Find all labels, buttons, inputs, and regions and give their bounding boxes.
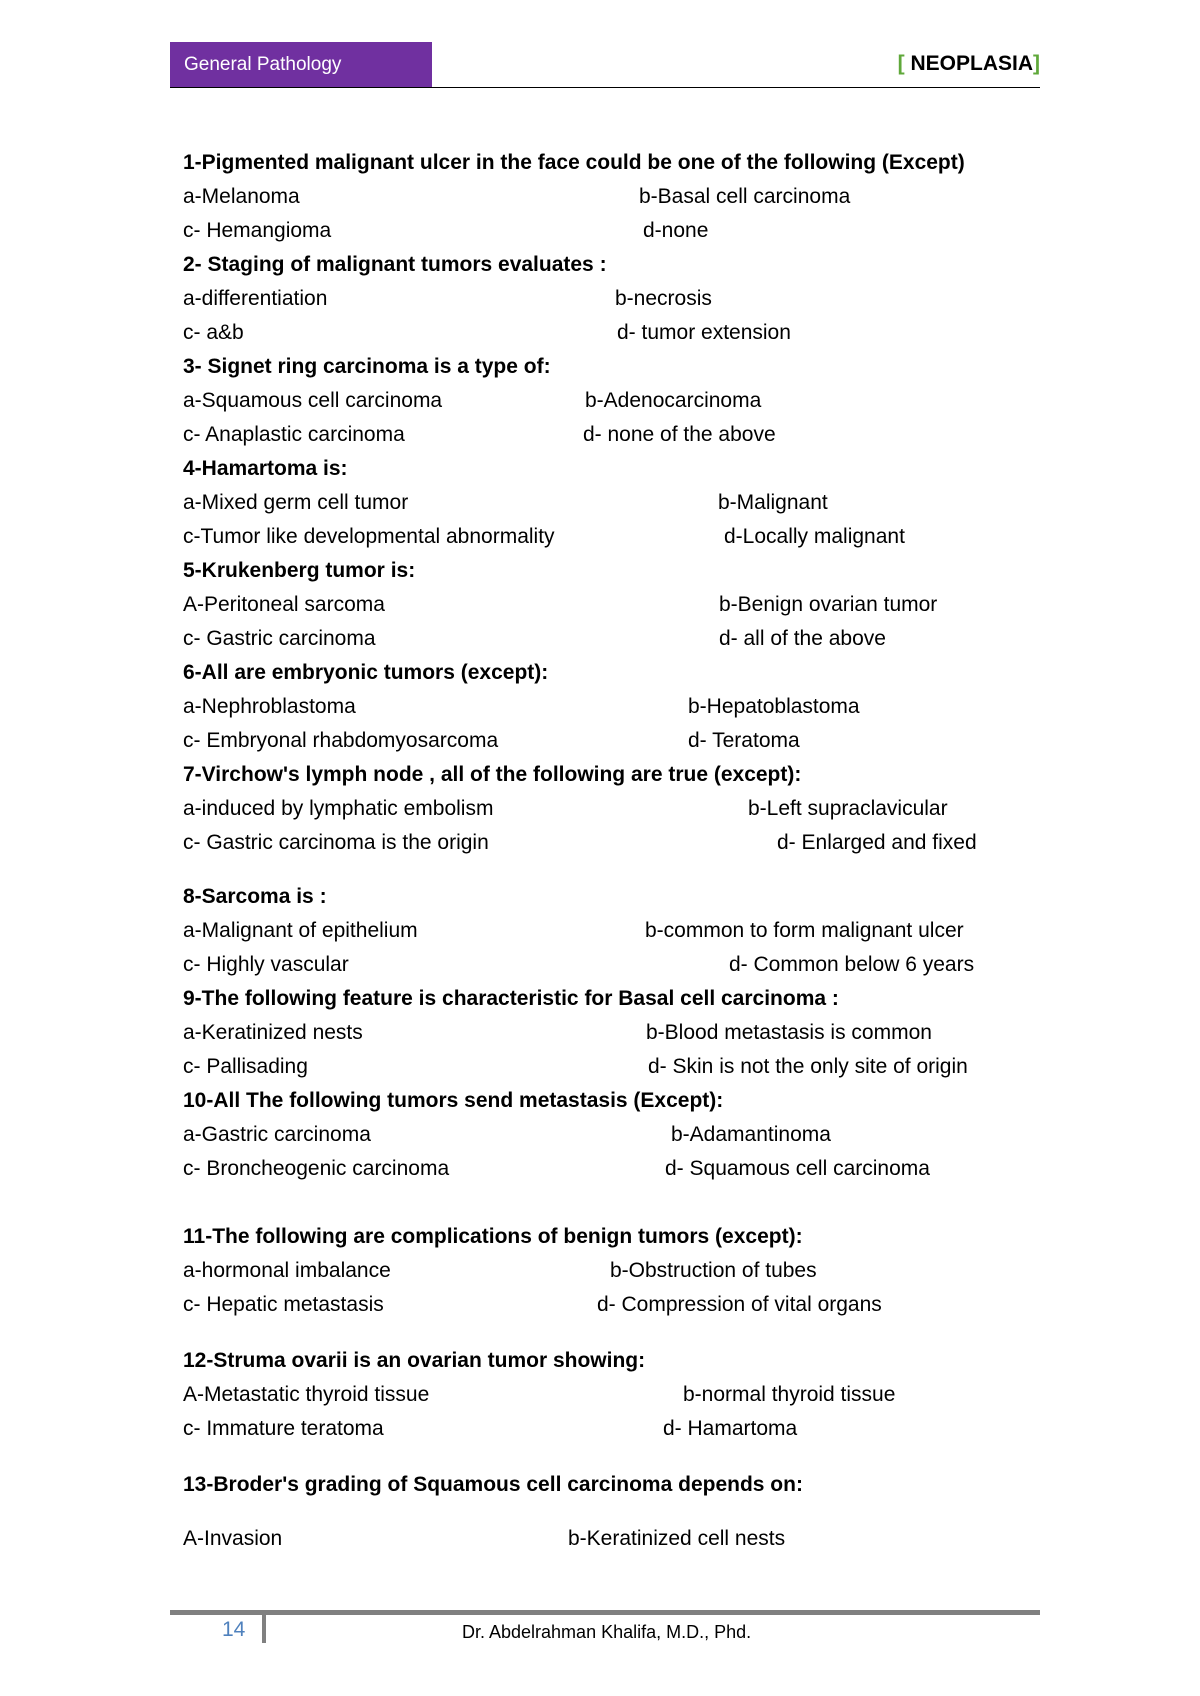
header-divider [170,87,1040,88]
option-c: c- Pallisading [183,1055,308,1078]
option-d: d- tumor extension [617,321,791,344]
options-row [183,1118,1023,1152]
options-row [183,948,1023,982]
option-d: d-none [643,219,709,242]
question-list [183,146,1023,1556]
question-3: 3- Signet ring carcinoma is a type of: [183,355,551,378]
option-a: a-Nephroblastoma [183,695,356,718]
option-d: d- none of the above [583,423,776,446]
options-row [183,1412,1023,1446]
option-b: b-Adamantinoma [671,1123,831,1146]
option-a: a-differentiation [183,287,328,310]
footer-author: Dr. Abdelrahman Khalifa, M.D., Phd. [462,1622,752,1642]
options-row [183,1152,1023,1186]
option-c: c- a&b [183,321,244,344]
question-8: 8-Sarcoma is : [183,885,327,908]
option-c: c- Gastric carcinoma [183,627,376,650]
option-c: c- Hepatic metastasis [183,1293,384,1316]
option-b: b-Basal cell carcinoma [639,185,851,208]
options-row [183,1288,1023,1322]
options-row [183,792,1023,826]
options-row [183,282,1023,316]
question-7: 7-Virchow's lymph node , all of the following are true (except): [183,763,802,786]
question-4: 4-Hamartoma is: [183,457,348,480]
option-b: b-normal thyroid tissue [683,1383,896,1406]
options-row [183,1050,1023,1084]
page-number: 14 [222,1618,246,1641]
option-a: A-Invasion [183,1527,283,1550]
options-row [183,588,1023,622]
option-a: a-Malignant of epithelium [183,919,418,942]
options-row [183,316,1023,350]
spacer [183,1446,1023,1468]
question-5: 5-Krukenberg tumor is: [183,559,416,582]
question-2: 2- Staging of malignant tumors evaluates : [183,253,607,276]
option-a: a-induced by lymphatic embolism [183,797,494,820]
options-row [183,622,1023,656]
options-row [183,1522,1023,1556]
option-b: b-Left supraclavicular [748,797,948,820]
question-1: 1-Pigmented malignant ulcer in the face could be one of the following (Except) [183,151,965,174]
options-row [183,724,1023,758]
option-d: d- Hamartoma [663,1417,798,1440]
option-c: c- Gastric carcinoma is the origin [183,831,489,854]
option-a: A-Metastatic thyroid tissue [183,1383,430,1406]
options-row [183,418,1023,452]
spacer [183,1502,1023,1522]
option-a: a-Mixed germ cell tumor [183,491,409,514]
options-row [183,690,1023,724]
option-b: b-Benign ovarian tumor [719,593,938,616]
options-row [183,486,1023,520]
question-13: 13-Broder's grading of Squamous cell carcinoma depends on: [183,1473,803,1496]
options-row [183,214,1023,248]
option-d: d- Skin is not the only site of origin [648,1055,968,1078]
footer-divider [170,1610,1040,1615]
option-d: d-Locally malignant [724,525,905,548]
question-9: 9-The following feature is characteristic for Basal cell carcinoma : [183,987,839,1010]
option-d: d- Teratoma [688,729,800,752]
question-6: 6-All are embryonic tumors (except): [183,661,549,684]
question-12: 12-Struma ovarii is an ovarian tumor showing: [183,1349,646,1372]
page-number-separator [262,1615,266,1643]
option-d: d- Squamous cell carcinoma [665,1157,930,1180]
option-d: d- all of the above [719,627,886,650]
options-row [183,914,1023,948]
spacer [183,1186,1023,1220]
header-chapter-title: [ NEOPLASIA] [897,52,1040,75]
option-b: b-necrosis [615,287,712,310]
option-c: c- Anaplastic carcinoma [183,423,405,446]
option-b: b-Hepatoblastoma [688,695,860,718]
option-a: a-hormonal imbalance [183,1259,391,1282]
option-a: a-Keratinized nests [183,1021,363,1044]
option-c: c-Tumor like developmental abnormality [183,525,555,548]
option-a: A-Peritoneal sarcoma [183,593,385,616]
option-b: b-Adenocarcinoma [585,389,762,412]
options-row [183,384,1023,418]
option-b: b-Blood metastasis is common [646,1021,932,1044]
options-row [183,1016,1023,1050]
options-row [183,826,1023,860]
question-11: 11-The following are complications of benign tumors (except): [183,1225,803,1248]
option-c: c- Broncheogenic carcinoma [183,1157,450,1180]
options-row [183,180,1023,214]
spacer [183,860,1023,880]
options-row [183,520,1023,554]
options-row [183,1378,1023,1412]
options-row [183,1254,1023,1288]
option-d: d- Compression of vital organs [597,1293,882,1316]
option-b: b-Malignant [718,491,828,514]
option-a: a-Squamous cell carcinoma [183,389,443,412]
option-b: b-Keratinized cell nests [568,1527,786,1550]
option-c: c- Immature teratoma [183,1417,384,1440]
option-a: a-Melanoma [183,185,300,208]
header-subject-tab: General Pathology [170,42,432,88]
option-c: c- Highly vascular [183,953,349,976]
option-d: d- Common below 6 years [729,953,975,976]
option-b: b-Obstruction of tubes [610,1259,817,1282]
option-d: d- Enlarged and fixed [777,831,977,854]
option-b: b-common to form malignant ulcer [645,919,964,942]
question-10: 10-All The following tumors send metastasis (Except): [183,1089,724,1112]
option-a: a-Gastric carcinoma [183,1123,371,1146]
option-c: c- Embryonal rhabdomyosarcoma [183,729,499,752]
spacer [183,1322,1023,1344]
option-c: c- Hemangioma [183,219,332,242]
